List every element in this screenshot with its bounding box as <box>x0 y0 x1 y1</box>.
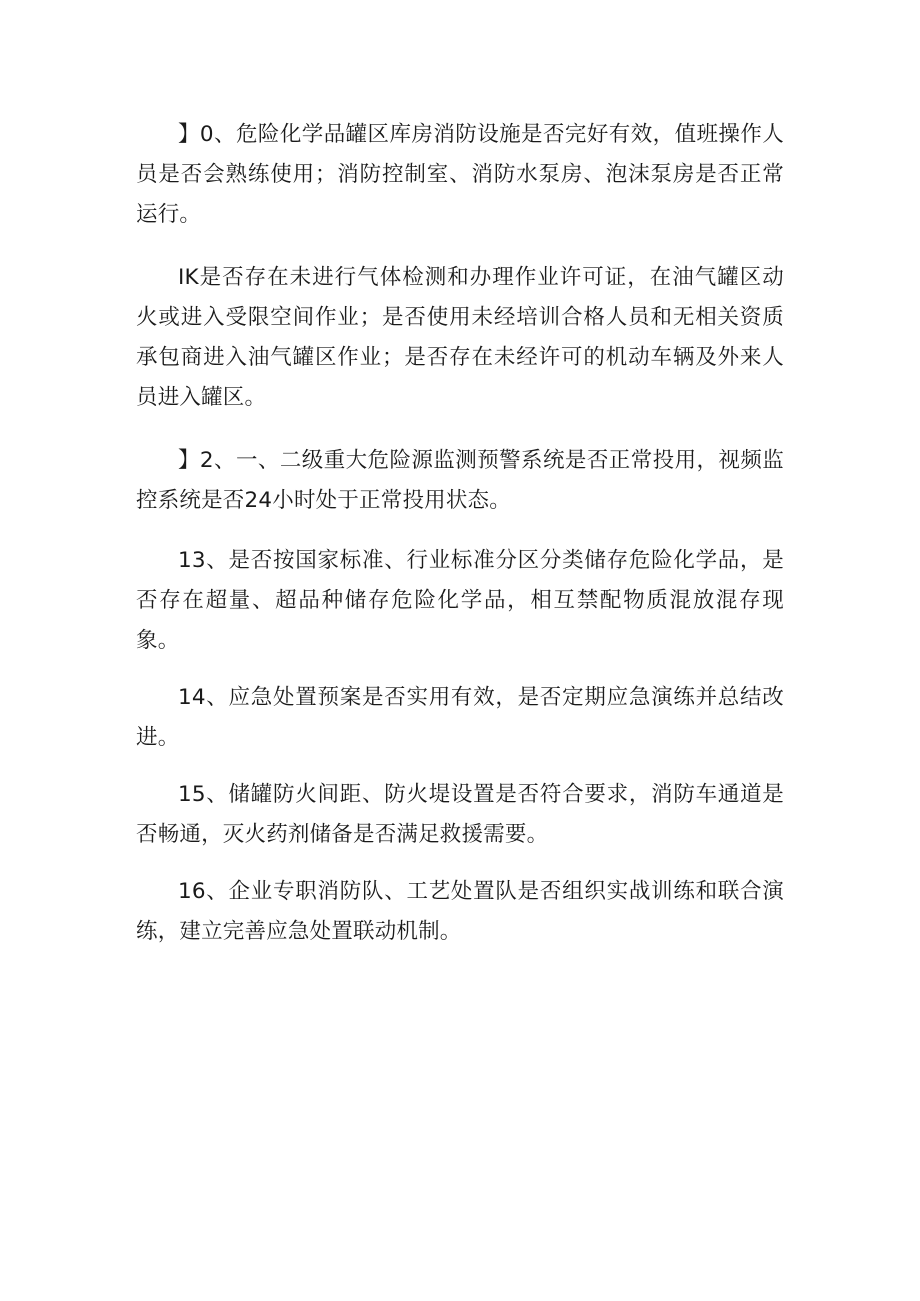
document-body <box>136 115 784 952</box>
paragraph-item-14: 14、应急处置预案是否实用有效，是否定期应急演练并总结改进。 <box>136 685 784 750</box>
paragraph-item-16: 16、企业专职消防队、工艺处置队是否组织实战训练和联合演练，建立完善应急处置联动机制。 <box>136 879 784 944</box>
paragraph-item-11: IK是否存在未进行气体检测和办理作业许可证，在油气罐区动火或进入受限空间作业；是否使用未经培训合格人员和无相关资质承包商进入油气罐区作业；是否存在未经许可的机动车辆及外来人员进入罐区。 <box>136 265 784 410</box>
paragraph-item-10: 】0、危险化学品罐区库房消防设施是否完好有效，值班操作人员是否会熟练使用；消防控制室、消防水泵房、泡沫泵房是否正常运行。 <box>136 122 784 227</box>
paragraph-item-13: 13、是否按国家标准、行业标准分区分类储存危险化学品，是否存在超量、超品种储存危险化学品，相互禁配物质混放混存现象。 <box>136 548 784 653</box>
paragraph-item-15: 15、储罐防火间距、防火堤设置是否符合要求，消防车通道是否畅通，灭火药剂储备是否满足救援需要。 <box>136 782 784 847</box>
paragraph-item-12: 】2、一、二级重大危险源监测预警系统是否正常投用，视频监控系统是否24小时处于正常投用状态。 <box>136 448 784 513</box>
